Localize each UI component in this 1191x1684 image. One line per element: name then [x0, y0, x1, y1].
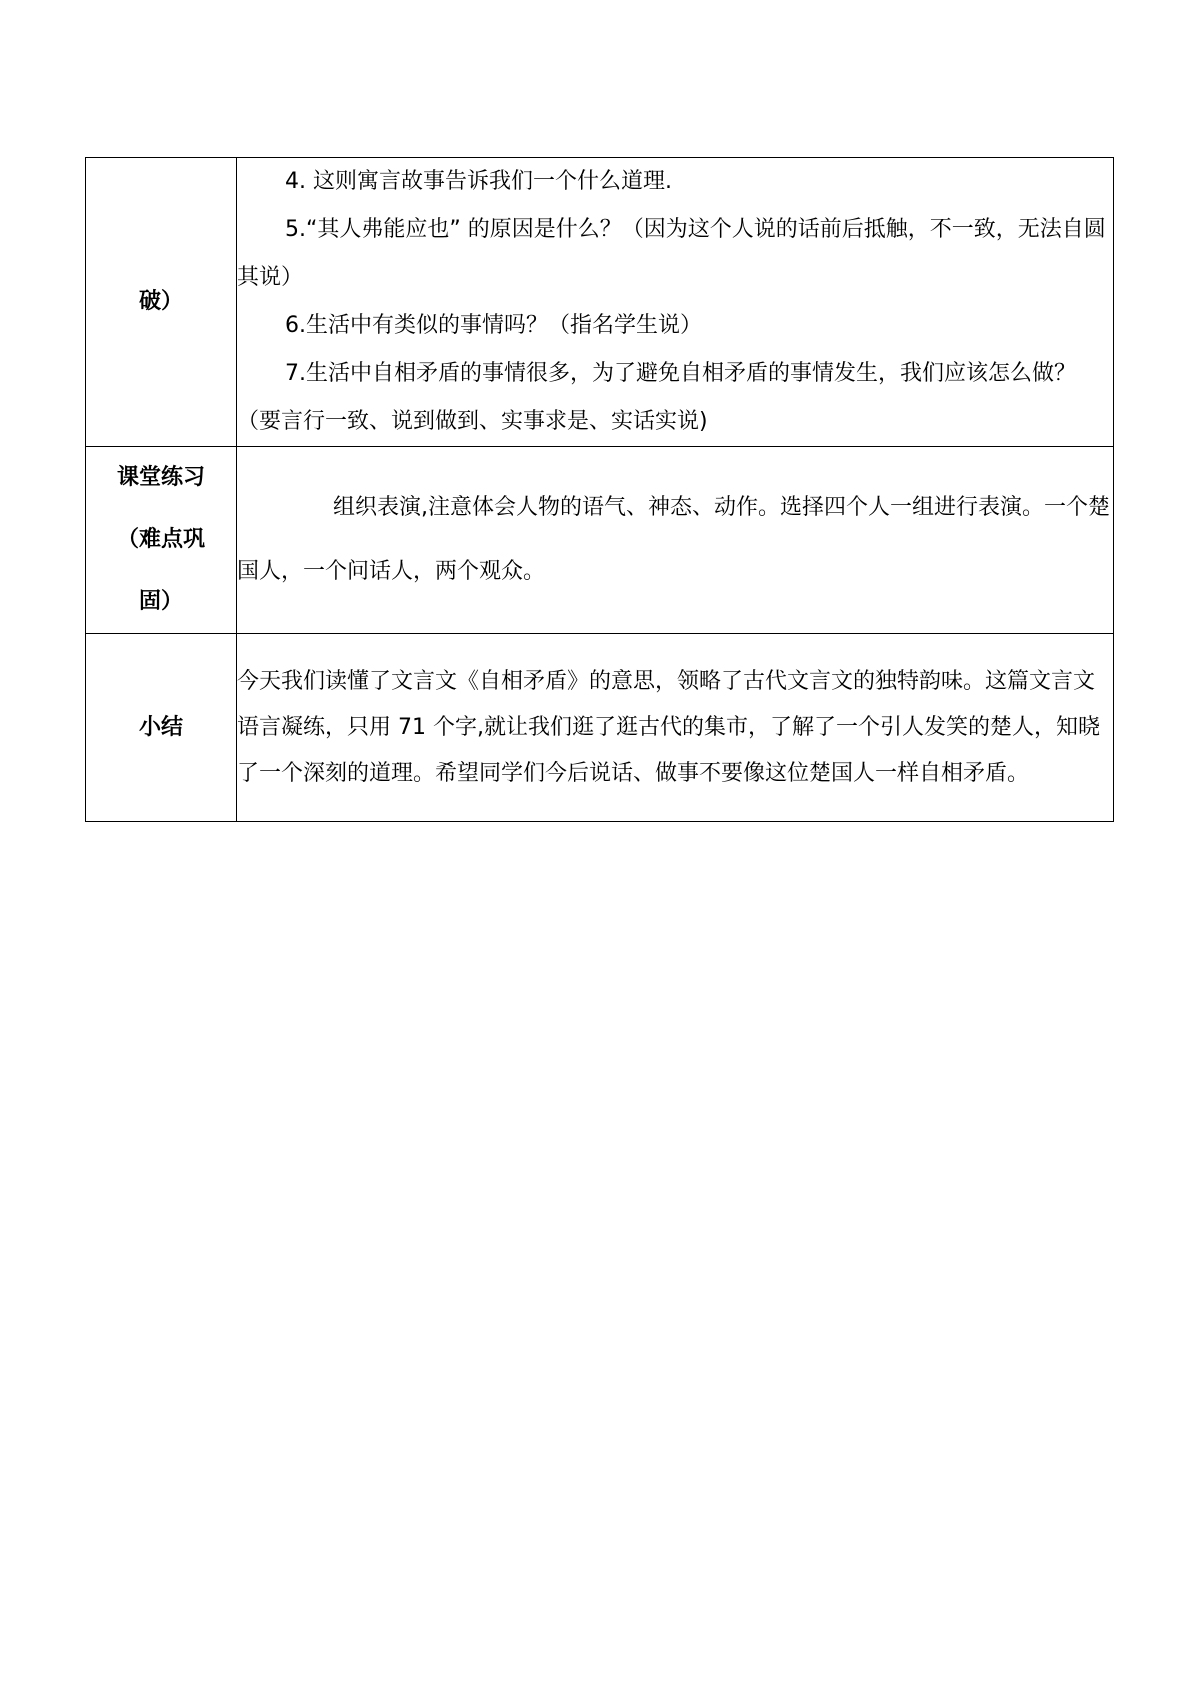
row-label: 固） — [138, 589, 183, 614]
row-label: 小结 — [138, 714, 183, 740]
table-row — [86, 158, 1114, 447]
row-label-cell — [86, 158, 237, 447]
table-row — [86, 447, 1114, 634]
row-content-cell — [237, 634, 1114, 822]
paragraph: 7.生活中自相矛盾的事情很多，为了避免自相矛盾的事情发生，我们应该怎么做？（要言行一致、说到做到、实事求是、实话实说) — [237, 361, 1076, 434]
paragraph: 组织表演,注意体会人物的语气、神态、动作。选择四个人一组进行表演。一个楚国人，一个问话人，两个观众。 — [237, 495, 1110, 584]
paragraph: 6.生活中有类似的事情吗？（指名学生说） — [285, 313, 702, 338]
row-label-cell — [86, 634, 237, 822]
row-label: 课堂练习 — [116, 465, 205, 490]
row-label: 破） — [138, 289, 183, 314]
row-content-cell — [237, 158, 1114, 447]
paragraph: 5.“其人弗能应也” 的原因是什么？（因为这个人说的话前后抵触，不一致，无法自圆其说） — [237, 217, 1106, 290]
paragraph: 4. 这则寓言故事告诉我们一个什么道理. — [285, 169, 672, 194]
row-label: （难点巩 — [116, 527, 205, 552]
paragraph: 今天我们读懂了文言文《自相矛盾》的意思，领略了古代文言文的独特韵味。这篇文言文语言凝练，只用 71 个字,就让我们逛了逛古代的集市，了解了一个引人发笑的楚人，知晓了一个深刻的道理。希望同学们今后说话、做事不要像这位楚国人一样自相矛盾。 — [237, 668, 1100, 786]
row-label-cell — [86, 447, 237, 634]
row-content-cell — [237, 447, 1114, 634]
table-row — [86, 634, 1114, 822]
lesson-plan-table — [85, 157, 1114, 822]
